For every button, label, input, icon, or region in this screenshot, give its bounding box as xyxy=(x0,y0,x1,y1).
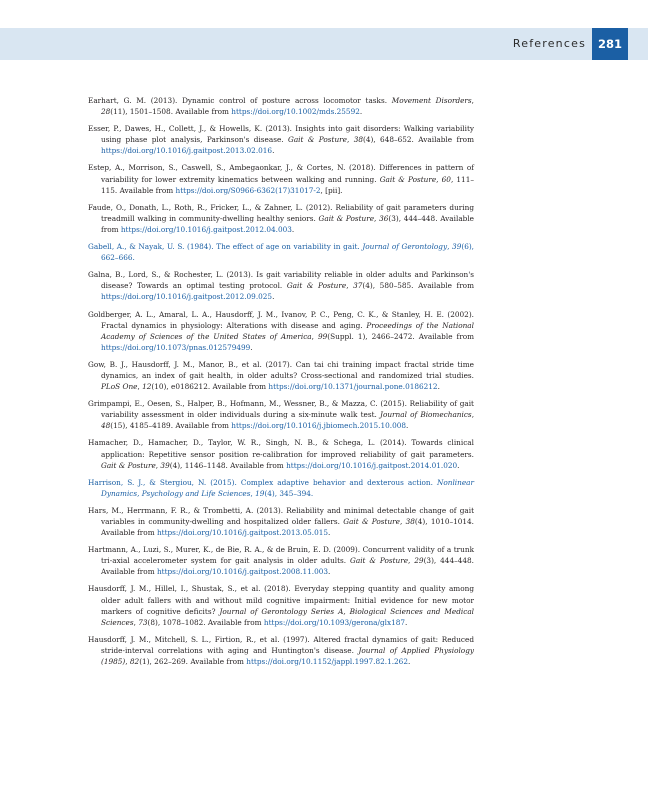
running-head-title: References xyxy=(512,37,586,50)
reference-entry xyxy=(88,505,474,538)
reference-suffix: . xyxy=(272,292,275,302)
reference-suffix: . xyxy=(407,657,411,667)
doi-link[interactable]: https://doi.org/10.1016/j.gaitpost.2013.02.016 xyxy=(101,146,273,156)
reference-text: Earhart, G. M. (2013). Dynamic control of posture across locomotor tasks. Movement Disorders, 28(11), 1501–1508. Available from xyxy=(88,96,474,117)
reference-entry xyxy=(88,544,474,577)
reference-suffix: . xyxy=(250,342,253,352)
reference-entry xyxy=(88,583,474,627)
reference-entry xyxy=(88,477,474,499)
doi-link[interactable]: https://doi.org/10.1016/j.gaitpost.2012.04.003 xyxy=(120,224,292,234)
reference-entry xyxy=(88,359,474,392)
reference-suffix: . xyxy=(457,460,460,470)
reference-text: Hamacher, D., Hamacher, D., Taylor, W. R., Singh, N. B., & Schega, L. (2014). Towards clinical application: Repetitive sensor position re-calibration for improved reliability of gait parameters. Gait & Posture, 39(4), 1146–1148. Available from xyxy=(88,438,474,470)
doi-link[interactable]: https://doi.org/10.1016/j.jbiomech.2015.10.008 xyxy=(231,421,407,431)
reference-text: Hausdorff, J. M., Mitchell, S. L., Firtion, R., et al. (1997). Altered fractal dynamics of gait: Reduced stride-interval correlations with aging and Huntington's disease. Journal of Applied Physiology (1985), 82(1), 262–269. Available from xyxy=(88,634,474,667)
doi-link[interactable]: https://doi.org/10.1016/j.gaitpost.2008.11.003 xyxy=(156,567,329,577)
reference-text: Gabell, A., & Nayak, U. S. (1984). The effect of age on variability in gait. Journal of Gerontology, 39(6), 662–666. xyxy=(88,242,474,263)
reference-text: Hars, M., Herrmann, F. R., & Trombetti, A. (2013). Reliability and minimal detectable change of gait variables in community-dwelling and hospitalized older fallers. Gait & Posture, 38(4), 1010–1014. Available from xyxy=(88,505,474,538)
reference-text: Galna, B., Lord, S., & Rochester, L. (2013). Is gait variability reliable in older adults and Parkinson's disease? Towards an optimal testing protocol. Gait & Posture, 37(4), 580–585. Available from xyxy=(88,270,474,291)
reference-text: Esser, P., Dawes, H., Collett, J., & Howells, K. (2013). Insights into gait disorders: Walking variability using phase plot analysis, Parkinson's disease. Gait & Posture, 38(4), 648–652. Available from xyxy=(88,124,474,145)
reference-entry xyxy=(88,269,474,302)
reference-entry xyxy=(88,123,474,156)
doi-link[interactable]: https://doi.org/10.1371/journal.pone.0186212 xyxy=(268,382,438,392)
reference-suffix: . xyxy=(359,107,363,117)
reference-suffix: . xyxy=(406,421,409,431)
reference-text: Harrison, S. J., & Stergiou, N. (2015). Complex adaptive behavior and dexterous action. Nonlinear Dynamics, Psychology and Life Sciences, 19(4), 345–394. xyxy=(88,477,474,498)
doi-link[interactable]: https://doi.org/10.1002/mds.25592 xyxy=(231,107,360,117)
reference-suffix: . xyxy=(437,382,440,392)
reference-text: Grimpampi, E., Oesen, S., Halper, B., Hofmann, M., Wessner, B., & Mazza, C. (2015). Reliability of gait variability assessment in older individuals during a six-minute walk test. Journal of Biomechanics, 48(15), 4185–4189. Available from xyxy=(88,399,475,431)
doi-link[interactable]: https://doi.org/10.1093/gerona/glx187 xyxy=(263,617,406,627)
reference-text: Faude, O., Donath, L., Roth, R., Fricker, L., & Zahner, L. (2012). Reliability of gait parameters during treadmill walking in community-dwelling healthy seniors. Gait & Posture, 36(3), 444–448. Available from xyxy=(88,202,474,234)
reference-suffix: , [pii]. xyxy=(320,185,343,195)
doi-link[interactable]: https://doi.org/10.1016/j.gaitpost.2012.09.025 xyxy=(101,292,273,302)
doi-link[interactable]: https://doi.org/S0966-6362(17)31017-2 xyxy=(175,185,321,195)
reference-suffix: . xyxy=(272,146,275,156)
reference-entry xyxy=(88,309,474,353)
reference-text: Estep, A., Morrison, S., Caswell, S., Ambegaonkar, J., & Cortes, N. (2018). Differences in pattern of variability for lower extremity kinematics between walking and running. Gait & Posture, 60, 111–115. Available from xyxy=(88,163,474,195)
reference-entry xyxy=(88,202,474,235)
reference-entry xyxy=(88,162,474,195)
reference-entry xyxy=(88,634,474,667)
reference-text: Gow, B. J., Hausdorff, J. M., Manor, B., et al. (2017). Can tai chi training impact fractal stride time dynamics, an index of gait health, in older adults? Cross-sectional and randomized trial studies. PLoS One, 12(10), e0186212. Available from xyxy=(88,359,474,392)
reference-suffix: . xyxy=(291,224,295,234)
reference-entry xyxy=(88,95,474,117)
doi-link[interactable]: https://doi.org/10.1016/j.gaitpost.2014.01.020 xyxy=(286,460,458,470)
reference-suffix: . xyxy=(328,528,331,538)
reference-entry xyxy=(88,437,474,470)
reference-list xyxy=(88,95,474,673)
doi-link[interactable]: https://doi.org/10.1152/jappl.1997.82.1.262 xyxy=(246,657,408,667)
page-number: 281 xyxy=(592,28,628,60)
reference-entry xyxy=(88,398,474,431)
reference-text: Goldberger, A. L., Amaral, L. A., Hausdorff, J. M., Ivanov, P. C., Peng, C. K., & Stanley, H. E. (2002). Fractal dynamics in physiology: Alterations with disease and aging. Proceedings of the National Academy of Sciences of the United States of America, 99(Suppl. 1), 2466–2472. Available from xyxy=(88,309,475,341)
reference-suffix: . xyxy=(328,567,331,577)
reference-text: Hausdorff, J. M., Hillel, I., Shustak, S., et al. (2018). Everyday stepping quantity and quality among older adult fallers with and without mild cognitive impairment: Initial evidence for new motor markers of cognitive deficits? Journal of Gerontology Series A, Biological Sciences and Medical Sciences, 73(8), 1078–1082. Available from xyxy=(88,584,474,627)
doi-link[interactable]: https://doi.org/10.1016/j.gaitpost.2013.05.015 xyxy=(156,528,329,538)
doi-link[interactable]: https://doi.org/10.1073/pnas.012579499 xyxy=(101,342,251,352)
reference-suffix: . xyxy=(405,617,408,627)
reference-entry xyxy=(88,241,474,263)
reference-text: Hartmann, A., Luzi, S., Murer, K., de Bie, R. A., & de Bruin, E. D. (2009). Concurrent validity of a trunk tri-axial accelerometer system for gait analysis in older adults. Gait & Posture, 29(3), 444–448. Available from xyxy=(88,545,474,577)
